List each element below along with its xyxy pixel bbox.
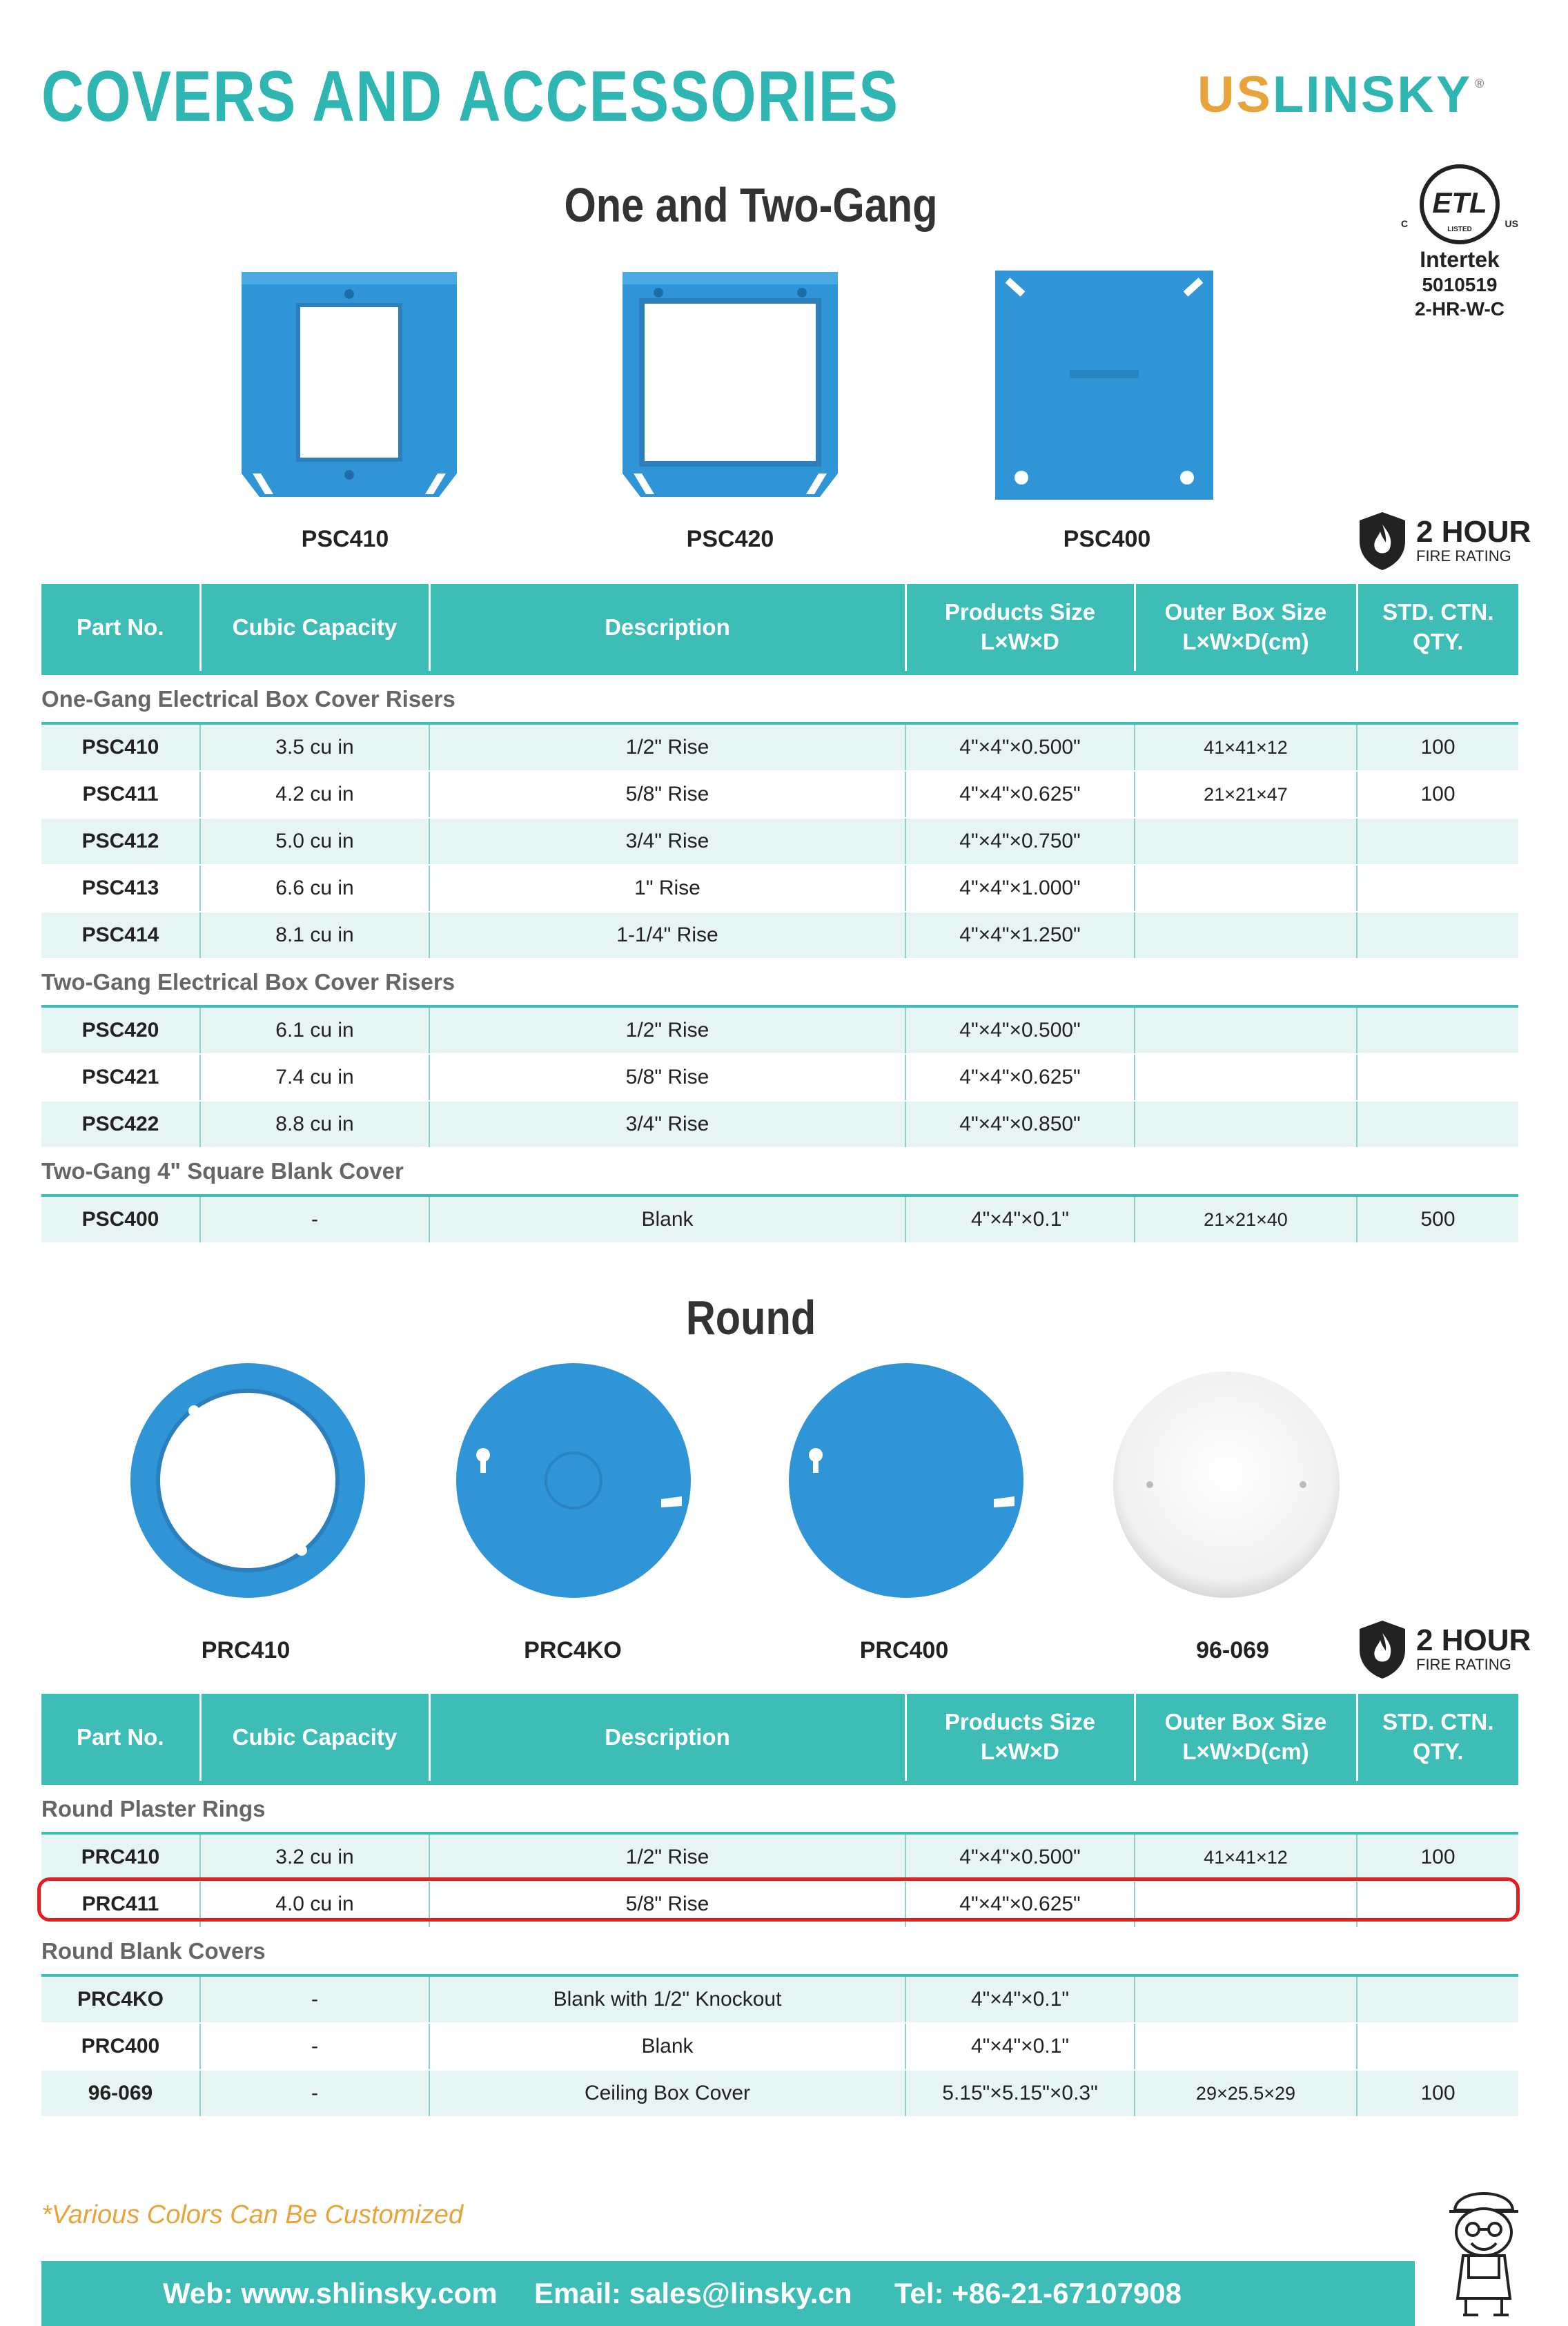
table-row bbox=[41, 1195, 1518, 1243]
etl-logo-icon bbox=[1420, 164, 1500, 244]
cell-part-no: PSC412 bbox=[41, 818, 200, 865]
brand-logo bbox=[1197, 66, 1487, 123]
table-row bbox=[41, 2070, 1518, 2117]
cell-description: Ceiling Box Cover bbox=[429, 2070, 905, 2117]
cell-part-no: PSC420 bbox=[41, 1006, 200, 1054]
header-outer-box-size: Outer Box Size L×W×D(cm) bbox=[1135, 584, 1357, 671]
cell-cubic-capacity: 5.0 cu in bbox=[200, 818, 429, 865]
cell-description: 1" Rise bbox=[429, 865, 905, 912]
cell-part-no: PSC411 bbox=[41, 771, 200, 818]
product-label-psc400: PSC400 bbox=[1063, 526, 1151, 552]
cell-part-no: PRC411 bbox=[41, 1881, 200, 1928]
cell-part-no: PRC400 bbox=[41, 2023, 200, 2070]
cell-cubic-capacity: 3.5 cu in bbox=[200, 723, 429, 771]
header-ctn-qty: STD. CTN. QTY. bbox=[1357, 584, 1518, 671]
cell-cubic-capacity: 6.6 cu in bbox=[200, 865, 429, 912]
psc400-image bbox=[987, 266, 1222, 504]
product-label-prc400: PRC400 bbox=[859, 1637, 949, 1663]
spec-table-gang bbox=[41, 584, 1518, 1244]
table-row bbox=[41, 771, 1518, 818]
cell-part-no: PRC410 bbox=[41, 1833, 200, 1881]
cell-description: 1/2" Rise bbox=[429, 723, 905, 771]
fire-rating-badge bbox=[1355, 509, 1531, 571]
cell-outer-box-size bbox=[1135, 2023, 1357, 2070]
header-cubic-capacity: Cubic Capacity bbox=[200, 584, 429, 671]
cell-part-no: PSC421 bbox=[41, 1054, 200, 1101]
cell-cubic-capacity: 4.0 cu in bbox=[200, 1881, 429, 1928]
cell-outer-box-size bbox=[1135, 818, 1357, 865]
cell-ctn-qty: 500 bbox=[1357, 1195, 1518, 1243]
section-title-gang: One and Two-Gang bbox=[564, 178, 938, 232]
product-label-prc410: PRC410 bbox=[201, 1637, 291, 1663]
group-title: Round Plaster Rings bbox=[41, 1786, 1518, 1833]
cell-ctn-qty: 100 bbox=[1357, 771, 1518, 818]
cell-part-no: PSC413 bbox=[41, 865, 200, 912]
header-description: Description bbox=[429, 1694, 905, 1781]
footer-tel[interactable]: Tel: +86-21-67107908 bbox=[894, 2277, 1182, 2309]
cell-description: 1-1/4" Rise bbox=[429, 912, 905, 959]
fire-rating-badge-round bbox=[1355, 1618, 1531, 1680]
cell-ctn-qty bbox=[1357, 2023, 1518, 2070]
cell-outer-box-size: 41×41×12 bbox=[1135, 723, 1357, 771]
prc400-image bbox=[787, 1361, 1026, 1600]
cell-products-size: 5.15"×5.15"×0.3" bbox=[905, 2070, 1135, 2117]
cell-description: Blank bbox=[429, 1195, 905, 1243]
cell-outer-box-size: 41×41×12 bbox=[1135, 1833, 1357, 1881]
table-row bbox=[41, 2023, 1518, 2070]
footer-web[interactable]: Web: www.shlinsky.com bbox=[163, 2277, 498, 2309]
cert-line3: 2-HR-W-C bbox=[1414, 298, 1505, 320]
header-part-no: Part No. bbox=[41, 1694, 200, 1781]
cell-outer-box-size bbox=[1135, 1101, 1357, 1148]
cell-outer-box-size: 29×25.5×29 bbox=[1135, 2070, 1357, 2117]
cell-cubic-capacity: 8.1 cu in bbox=[200, 912, 429, 959]
cell-outer-box-size bbox=[1135, 912, 1357, 959]
cell-products-size: 4"×4"×0.850" bbox=[905, 1101, 1135, 1148]
cell-ctn-qty bbox=[1357, 865, 1518, 912]
product-label-96-069: 96-069 bbox=[1196, 1637, 1269, 1663]
cell-description: 5/8" Rise bbox=[429, 771, 905, 818]
brand-logo-us: US bbox=[1197, 66, 1273, 123]
cell-ctn-qty bbox=[1357, 1006, 1518, 1054]
page-title: COVERS AND ACCESSORIES bbox=[41, 57, 899, 137]
fire-shield-icon bbox=[1355, 1618, 1409, 1680]
cell-description: 3/4" Rise bbox=[429, 1101, 905, 1148]
cell-outer-box-size bbox=[1135, 865, 1357, 912]
fire-rating-hours: 2 HOUR bbox=[1416, 1623, 1531, 1657]
section-title-round: Round bbox=[685, 1291, 816, 1345]
custom-colors-note: *Various Colors Can Be Customized bbox=[41, 2200, 464, 2229]
cell-cubic-capacity: - bbox=[200, 2070, 429, 2117]
cert-line2: 5010519 bbox=[1422, 274, 1498, 295]
cell-ctn-qty: 100 bbox=[1357, 723, 1518, 771]
cell-part-no: PSC414 bbox=[41, 912, 200, 959]
cell-description: Blank with 1/2" Knockout bbox=[429, 1975, 905, 2023]
header-products-size: Products Size L×W×D bbox=[905, 584, 1135, 671]
product-label-psc420: PSC420 bbox=[686, 526, 774, 552]
table-row bbox=[41, 1975, 1518, 2023]
cell-products-size: 4"×4"×1.000" bbox=[905, 865, 1135, 912]
table-row bbox=[41, 1006, 1518, 1054]
cell-products-size: 4"×4"×0.1" bbox=[905, 2023, 1135, 2070]
cell-part-no: PSC410 bbox=[41, 723, 200, 771]
header-description: Description bbox=[429, 584, 905, 671]
cell-products-size: 4"×4"×0.625" bbox=[905, 771, 1135, 818]
highlight-prc411-row bbox=[37, 1877, 1520, 1922]
cell-products-size: 4"×4"×0.500" bbox=[905, 723, 1135, 771]
fire-rating-label: FIRE RATING bbox=[1416, 547, 1511, 565]
cell-description: 1/2" Rise bbox=[429, 1833, 905, 1881]
cell-products-size: 4"×4"×0.625" bbox=[905, 1881, 1135, 1928]
psc410-image bbox=[232, 266, 467, 504]
cell-description: 5/8" Rise bbox=[429, 1881, 905, 1928]
table-row bbox=[41, 1101, 1518, 1148]
product-label-prc4ko: PRC4KO bbox=[524, 1637, 622, 1663]
fire-shield-icon bbox=[1355, 509, 1409, 571]
group-title: Two-Gang 4" Square Blank Cover bbox=[41, 1148, 1518, 1195]
table-group-row bbox=[41, 676, 1518, 723]
table-group-row bbox=[41, 959, 1518, 1006]
group-title: Round Blank Covers bbox=[41, 1928, 1518, 1975]
cell-description: 1/2" Rise bbox=[429, 1006, 905, 1054]
cell-cubic-capacity: 7.4 cu in bbox=[200, 1054, 429, 1101]
etl-certification bbox=[1394, 164, 1525, 321]
cell-outer-box-size: 21×21×47 bbox=[1135, 771, 1357, 818]
mascot-illustration bbox=[1429, 2174, 1539, 2319]
cell-outer-box-size: 21×21×40 bbox=[1135, 1195, 1357, 1243]
etl-us-text: US bbox=[1505, 218, 1518, 229]
cell-description: 5/8" Rise bbox=[429, 1054, 905, 1101]
registered-mark: ® bbox=[1475, 77, 1487, 90]
cell-ctn-qty: 100 bbox=[1357, 1833, 1518, 1881]
psc420-image bbox=[613, 266, 847, 504]
brand-logo-linsky: LINSKY bbox=[1272, 66, 1473, 123]
header-products-size: Products Size L×W×D bbox=[905, 1694, 1135, 1781]
table-header-row bbox=[41, 584, 1518, 671]
table-row bbox=[41, 1054, 1518, 1101]
group-title: Two-Gang Electrical Box Cover Risers bbox=[41, 959, 1518, 1006]
cell-outer-box-size bbox=[1135, 1006, 1357, 1054]
table-row bbox=[41, 723, 1518, 771]
cell-part-no: PRC4KO bbox=[41, 1975, 200, 2023]
product-label-psc410: PSC410 bbox=[301, 526, 389, 552]
cell-products-size: 4"×4"×1.250" bbox=[905, 912, 1135, 959]
table-group-row bbox=[41, 1928, 1518, 1975]
etl-listed-text: LISTED bbox=[1447, 226, 1472, 233]
cell-products-size: 4"×4"×0.500" bbox=[905, 1006, 1135, 1054]
cell-ctn-qty bbox=[1357, 1975, 1518, 2023]
table-row bbox=[41, 1833, 1518, 1881]
group-title: One-Gang Electrical Box Cover Risers bbox=[41, 676, 1518, 723]
cell-cubic-capacity: 3.2 cu in bbox=[200, 1833, 429, 1881]
cell-description: 3/4" Rise bbox=[429, 818, 905, 865]
header-ctn-qty: STD. CTN. QTY. bbox=[1357, 1694, 1518, 1781]
cell-outer-box-size bbox=[1135, 1054, 1357, 1101]
cell-part-no: PSC422 bbox=[41, 1101, 200, 1148]
etl-mark-text: ETL bbox=[1432, 186, 1487, 219]
cell-ctn-qty bbox=[1357, 912, 1518, 959]
cell-cubic-capacity: 4.2 cu in bbox=[200, 771, 429, 818]
cert-line1: Intertek bbox=[1420, 247, 1500, 272]
cell-part-no: 96-069 bbox=[41, 2070, 200, 2117]
header-cubic-capacity: Cubic Capacity bbox=[200, 1694, 429, 1781]
footer-email[interactable]: Email: sales@linsky.cn bbox=[534, 2277, 852, 2309]
cell-outer-box-size bbox=[1135, 1975, 1357, 2023]
cell-products-size: 4"×4"×0.750" bbox=[905, 818, 1135, 865]
cell-part-no: PSC400 bbox=[41, 1195, 200, 1243]
prc4ko-image bbox=[454, 1361, 693, 1600]
table-row bbox=[41, 818, 1518, 865]
96-069-image bbox=[1111, 1369, 1342, 1600]
cell-ctn-qty bbox=[1357, 1101, 1518, 1148]
table-row bbox=[41, 912, 1518, 959]
cell-cubic-capacity: 8.8 cu in bbox=[200, 1101, 429, 1148]
cell-products-size: 4"×4"×0.1" bbox=[905, 1195, 1135, 1243]
cell-cubic-capacity: - bbox=[200, 2023, 429, 2070]
table-row bbox=[41, 865, 1518, 912]
table-group-row bbox=[41, 1786, 1518, 1833]
table-header-row bbox=[41, 1694, 1518, 1781]
cell-cubic-capacity: - bbox=[200, 1195, 429, 1243]
cell-ctn-qty bbox=[1357, 1054, 1518, 1101]
fire-rating-hours: 2 HOUR bbox=[1416, 515, 1531, 549]
cell-products-size: 4"×4"×0.1" bbox=[905, 1975, 1135, 2023]
prc410-image bbox=[128, 1361, 367, 1600]
cell-products-size: 4"×4"×0.500" bbox=[905, 1833, 1135, 1881]
etl-c-text: C bbox=[1401, 218, 1409, 229]
cell-description: Blank bbox=[429, 2023, 905, 2070]
cell-cubic-capacity: 6.1 cu in bbox=[200, 1006, 429, 1054]
contact-footer bbox=[41, 2261, 1415, 2326]
table-group-row bbox=[41, 1148, 1518, 1195]
header-part-no: Part No. bbox=[41, 584, 200, 671]
fire-rating-label: FIRE RATING bbox=[1416, 1656, 1511, 1673]
cell-ctn-qty bbox=[1357, 818, 1518, 865]
cell-ctn-qty: 100 bbox=[1357, 2070, 1518, 2117]
cell-products-size: 4"×4"×0.625" bbox=[905, 1054, 1135, 1101]
header-outer-box-size: Outer Box Size L×W×D(cm) bbox=[1135, 1694, 1357, 1781]
cell-cubic-capacity: - bbox=[200, 1975, 429, 2023]
